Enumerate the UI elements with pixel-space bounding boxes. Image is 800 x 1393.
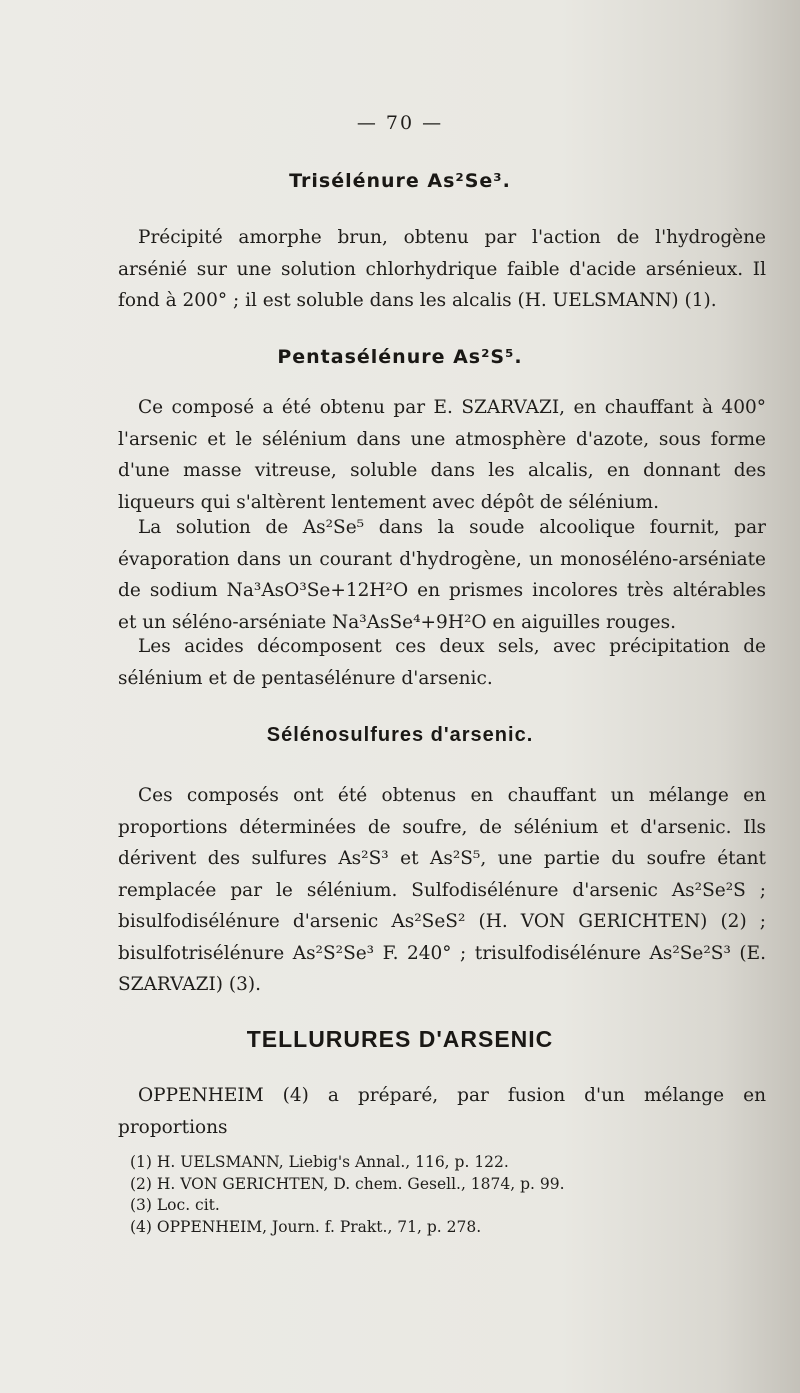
paragraph-pentaseleniure-2: La solution de As²Se⁵ dans la soude alcoolique fournit, par évaporation dans un courant d'hydrogène, un monoséléno-arséniate de sodium Na³AsO³Se+12H²O en prismes incolores très altérables et un séléno-arséniate Na³AsSe⁴+9H²O en aiguilles rouges. — [118, 517, 766, 633]
section-title-triseleniure: Trisélénure As²Se³. — [289, 170, 511, 192]
page-number: — 70 — — [356, 112, 444, 134]
paragraph-tellurures: OPPENHEIM (4) a préparé, par fusion d'un mélange en proportions — [118, 1085, 766, 1138]
footnotes — [130, 1152, 690, 1238]
paragraph-selenosulfures: Ces composés ont été obtenus en chauffant un mélange en proportions déterminées de soufre, de sélénium et d'arsenic. Ils dérivent des sulfures As²S³ et As²S⁵, une partie du soufre étant remplacée par le sélénium. Sulfodisélénure d'arsenic As²Se²S ; bisulfodisélénure d'arsenic As²SeS² (H. VON GERICHTEN) (2) ; bisulfotrisélénure As²S²Se³ F. 240° ; trisulfodisélénure As²Se²S³ (E. SZARVAZI) (3). — [118, 785, 766, 995]
section-title-selenosulfures: Sélénosulfures d'arsenic. — [266, 724, 534, 746]
section-title-tellurures: TELLURURES D'ARSENIC — [246, 1026, 554, 1052]
footnote: (1) H. UELSMANN, Liebig's Annal., 116, p. 122. — [130, 1153, 509, 1171]
paragraph-triseleniure: Précipité amorphe brun, obtenu par l'action de l'hydrogène arsénié sur une solution chlorhydrique faible d'acide arsénieux. Il fond à 200° ; il est soluble dans les alcalis (H. UELSMANN) (1). — [118, 227, 766, 311]
footnote: (4) OPPENHEIM, Journ. f. Prakt., 71, p. 278. — [130, 1217, 482, 1236]
paragraph-pentaseleniure-3: Les acides décomposent ces deux sels, avec précipitation de sélénium et de pentasélénure d'arsenic. — [118, 636, 766, 689]
footnote: (2) H. VON GERICHTEN, D. chem. Gesell., 1874, p. 99. — [130, 1174, 565, 1193]
paragraph-pentaseleniure-1: Ce composé a été obtenu par E. SZARVAZI, en chauffant à 400° l'arsenic et le sélénium dans une atmosphère d'azote, sous forme d'une masse vitreuse, soluble dans les alcalis, en donnant des liqueurs qui s'altèrent lentement avec dépôt de sélénium. — [118, 397, 766, 513]
footnote: (3) Loc. cit. — [130, 1196, 220, 1214]
section-title-pentaseleniure: Pentasélénure As²S⁵. — [277, 346, 523, 368]
